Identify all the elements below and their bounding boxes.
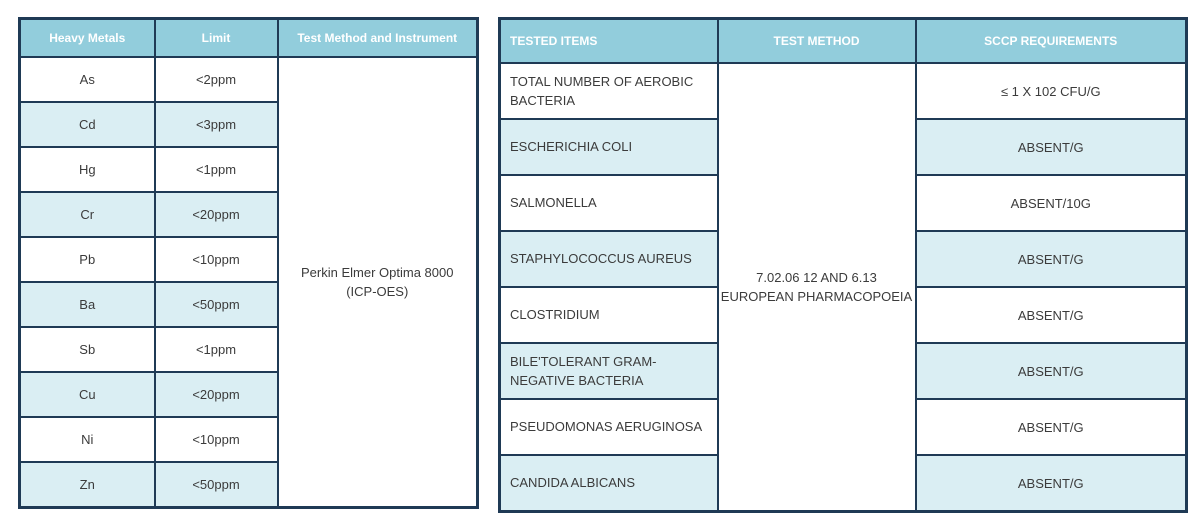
limit-value-cell: <10ppm <box>155 237 278 282</box>
limit-value-cell: <50ppm <box>155 282 278 327</box>
limit-value-cell: <10ppm <box>155 417 278 462</box>
requirement-cell: ABSENT/G <box>916 343 1187 399</box>
requirement-cell: ABSENT/10G <box>916 175 1187 231</box>
requirement-cell: ABSENT/G <box>916 455 1187 512</box>
method-line-2: EUROPEAN PHARMACOPOEIA <box>720 289 913 304</box>
column-header-test-method: Test Method and Instrument <box>278 19 478 58</box>
tested-item-cell: SALMONELLA <box>500 175 718 231</box>
requirement-cell: ≤ 1 X 102 CFU/G <box>916 63 1187 119</box>
limit-value-cell: <20ppm <box>155 372 278 417</box>
test-method-cell <box>278 57 478 508</box>
limit-value-cell: <50ppm <box>155 462 278 508</box>
requirement-cell: ABSENT/G <box>916 399 1187 455</box>
metal-name-cell: Zn <box>20 462 155 508</box>
tested-item-cell: PSEUDOMONAS AERUGINOSA <box>500 399 718 455</box>
header-row <box>20 19 478 58</box>
tested-item-cell: ESCHERICHIA COLI <box>500 119 718 175</box>
limit-value-cell: <20ppm <box>155 192 278 237</box>
metal-name-cell: Ni <box>20 417 155 462</box>
requirement-cell: ABSENT/G <box>916 231 1187 287</box>
header-row <box>500 19 1187 64</box>
limit-value-cell: <1ppm <box>155 327 278 372</box>
metal-name-cell: Hg <box>20 147 155 192</box>
table-row <box>20 57 478 102</box>
column-header-sccp-requirements: SCCP REQUIREMENTS <box>916 19 1187 64</box>
method-line-1: Perkin Elmer Optima 8000 <box>301 264 454 280</box>
test-method-cell <box>718 63 916 512</box>
heavy-metals-table <box>18 17 479 509</box>
tested-item-cell: CANDIDA ALBICANS <box>500 455 718 512</box>
table-row <box>500 63 1187 119</box>
limit-value-cell: <2ppm <box>155 57 278 102</box>
requirement-cell: ABSENT/G <box>916 287 1187 343</box>
microbial-table <box>498 17 1188 513</box>
method-line-1: 7.02.06 12 AND 6.13 <box>756 269 877 285</box>
method-line-2: (ICP-OES) <box>346 284 409 299</box>
column-header-test-method: TEST METHOD <box>718 19 916 64</box>
tested-item-cell: STAPHYLOCOCCUS AUREUS <box>500 231 718 287</box>
requirement-cell: ABSENT/G <box>916 119 1187 175</box>
limit-value-cell: <3ppm <box>155 102 278 147</box>
tested-item-cell: BILE'TOLERANT GRAM-NEGATIVE BACTERIA <box>500 343 718 399</box>
metal-name-cell: Pb <box>20 237 155 282</box>
metal-name-cell: Cr <box>20 192 155 237</box>
metal-name-cell: Ba <box>20 282 155 327</box>
metal-name-cell: Cd <box>20 102 155 147</box>
tested-item-cell: CLOSTRIDIUM <box>500 287 718 343</box>
column-header-heavy-metals: Heavy Metals <box>20 19 155 58</box>
column-header-limit: Limit <box>155 19 278 58</box>
metal-name-cell: As <box>20 57 155 102</box>
metal-name-cell: Sb <box>20 327 155 372</box>
column-header-tested-items: TESTED ITEMS <box>500 19 718 64</box>
limit-value-cell: <1ppm <box>155 147 278 192</box>
metal-name-cell: Cu <box>20 372 155 417</box>
tested-item-cell: TOTAL NUMBER OF AEROBIC BACTERIA <box>500 63 718 119</box>
